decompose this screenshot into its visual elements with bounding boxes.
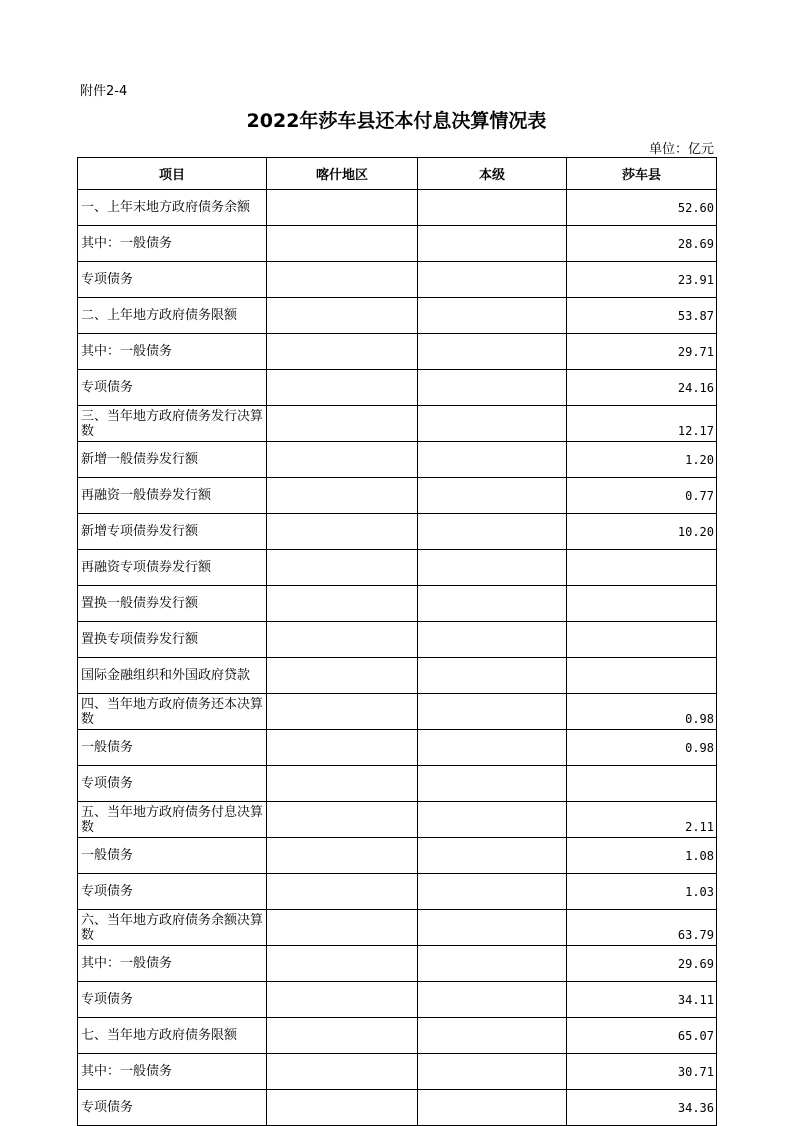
row-item-label: 专项债务 bbox=[78, 982, 267, 1018]
row-level-value bbox=[418, 334, 567, 370]
row-item-label: 一般债务 bbox=[78, 730, 267, 766]
row-level-value bbox=[418, 730, 567, 766]
row-kashgar-value bbox=[267, 658, 418, 694]
row-item-label: 置换一般债券发行额 bbox=[78, 586, 267, 622]
row-item-label: 二、上年地方政府债务限额 bbox=[78, 298, 267, 334]
row-shache-value: 34.11 bbox=[567, 982, 717, 1018]
row-level-value bbox=[418, 226, 567, 262]
row-kashgar-value bbox=[267, 982, 418, 1018]
row-kashgar-value bbox=[267, 1054, 418, 1090]
row-item-label: 专项债务 bbox=[78, 1090, 267, 1126]
row-level-value bbox=[418, 190, 567, 226]
row-shache-value: 1.20 bbox=[567, 442, 717, 478]
table-row bbox=[78, 1090, 717, 1126]
row-level-value bbox=[418, 586, 567, 622]
row-item-label: 专项债务 bbox=[78, 262, 267, 298]
table-row bbox=[78, 622, 717, 658]
table-row bbox=[78, 874, 717, 910]
row-kashgar-value bbox=[267, 946, 418, 982]
table-row bbox=[78, 1018, 717, 1054]
row-shache-value: 34.36 bbox=[567, 1090, 717, 1126]
table-row bbox=[78, 694, 717, 730]
row-shache-value: 29.71 bbox=[567, 334, 717, 370]
row-shache-value bbox=[567, 550, 717, 586]
row-kashgar-value bbox=[267, 226, 418, 262]
row-kashgar-value bbox=[267, 1018, 418, 1054]
row-shache-value: 1.03 bbox=[567, 874, 717, 910]
row-level-value bbox=[418, 802, 567, 838]
row-shache-value: 12.17 bbox=[567, 406, 717, 442]
row-kashgar-value bbox=[267, 1090, 418, 1126]
row-kashgar-value bbox=[267, 514, 418, 550]
row-item-label: 七、当年地方政府债务限额 bbox=[78, 1018, 267, 1054]
row-item-label: 一、上年末地方政府债务余额 bbox=[78, 190, 267, 226]
table-row bbox=[78, 982, 717, 1018]
table-row bbox=[78, 766, 717, 802]
row-shache-value: 1.08 bbox=[567, 838, 717, 874]
row-item-label: 专项债务 bbox=[78, 766, 267, 802]
row-item-label: 再融资专项债券发行额 bbox=[78, 550, 267, 586]
page-title: 2022年莎车县还本付息决算情况表 bbox=[246, 110, 547, 132]
row-level-value bbox=[418, 910, 567, 946]
row-shache-value: 0.98 bbox=[567, 730, 717, 766]
row-kashgar-value bbox=[267, 190, 418, 226]
row-item-label: 其中：一般债务 bbox=[78, 1054, 267, 1090]
column-header-shache: 莎车县 bbox=[567, 158, 717, 190]
table-row bbox=[78, 406, 717, 442]
row-shache-value: 24.16 bbox=[567, 370, 717, 406]
row-shache-value: 23.91 bbox=[567, 262, 717, 298]
row-shache-value: 0.98 bbox=[567, 694, 717, 730]
unit-label: 单位：亿元 bbox=[648, 142, 714, 157]
row-item-label: 三、当年地方政府债务发行决算数 bbox=[78, 406, 267, 442]
row-kashgar-value bbox=[267, 694, 418, 730]
table-row bbox=[78, 298, 717, 334]
row-level-value bbox=[418, 766, 567, 802]
row-item-label: 其中：一般债务 bbox=[78, 334, 267, 370]
table-row bbox=[78, 334, 717, 370]
row-item-label: 新增一般债券发行额 bbox=[78, 442, 267, 478]
row-kashgar-value bbox=[267, 442, 418, 478]
row-level-value bbox=[418, 694, 567, 730]
row-item-label: 专项债务 bbox=[78, 370, 267, 406]
column-header-item: 项目 bbox=[78, 158, 267, 190]
table-row bbox=[78, 586, 717, 622]
row-shache-value: 52.60 bbox=[567, 190, 717, 226]
row-level-value bbox=[418, 262, 567, 298]
row-shache-value: 65.07 bbox=[567, 1018, 717, 1054]
row-level-value bbox=[418, 982, 567, 1018]
row-item-label: 置换专项债券发行额 bbox=[78, 622, 267, 658]
table-row bbox=[78, 658, 717, 694]
budget-table bbox=[77, 157, 717, 1126]
row-shache-value bbox=[567, 658, 717, 694]
row-level-value bbox=[418, 406, 567, 442]
row-level-value bbox=[418, 370, 567, 406]
row-kashgar-value bbox=[267, 802, 418, 838]
row-shache-value: 30.71 bbox=[567, 1054, 717, 1090]
row-shache-value: 29.69 bbox=[567, 946, 717, 982]
row-kashgar-value bbox=[267, 334, 418, 370]
row-shache-value: 28.69 bbox=[567, 226, 717, 262]
row-shache-value bbox=[567, 586, 717, 622]
table-row bbox=[78, 478, 717, 514]
row-kashgar-value bbox=[267, 370, 418, 406]
row-level-value bbox=[418, 478, 567, 514]
table-row bbox=[78, 910, 717, 946]
table-row bbox=[78, 838, 717, 874]
row-kashgar-value bbox=[267, 622, 418, 658]
row-level-value bbox=[418, 1018, 567, 1054]
row-item-label: 六、当年地方政府债务余额决算数 bbox=[78, 910, 267, 946]
row-kashgar-value bbox=[267, 298, 418, 334]
row-level-value bbox=[418, 514, 567, 550]
row-item-label: 新增专项债券发行额 bbox=[78, 514, 267, 550]
row-shache-value bbox=[567, 766, 717, 802]
row-kashgar-value bbox=[267, 838, 418, 874]
table-row bbox=[78, 946, 717, 982]
row-item-label: 四、当年地方政府债务还本决算数 bbox=[78, 694, 267, 730]
table-header-row bbox=[78, 158, 717, 190]
table-row bbox=[78, 550, 717, 586]
row-item-label: 专项债务 bbox=[78, 874, 267, 910]
row-level-value bbox=[418, 622, 567, 658]
table-row bbox=[78, 226, 717, 262]
row-kashgar-value bbox=[267, 550, 418, 586]
row-shache-value: 10.20 bbox=[567, 514, 717, 550]
row-kashgar-value bbox=[267, 910, 418, 946]
row-level-value bbox=[418, 874, 567, 910]
row-kashgar-value bbox=[267, 406, 418, 442]
column-header-level: 本级 bbox=[418, 158, 567, 190]
row-level-value bbox=[418, 298, 567, 334]
row-level-value bbox=[418, 838, 567, 874]
row-item-label: 国际金融组织和外国政府贷款 bbox=[78, 658, 267, 694]
row-item-label: 再融资一般债券发行额 bbox=[78, 478, 267, 514]
row-level-value bbox=[418, 442, 567, 478]
row-shache-value bbox=[567, 622, 717, 658]
row-level-value bbox=[418, 550, 567, 586]
row-kashgar-value bbox=[267, 478, 418, 514]
table-row bbox=[78, 730, 717, 766]
row-kashgar-value bbox=[267, 262, 418, 298]
row-level-value bbox=[418, 1054, 567, 1090]
table-row bbox=[78, 514, 717, 550]
table-row bbox=[78, 442, 717, 478]
row-level-value bbox=[418, 658, 567, 694]
row-kashgar-value bbox=[267, 874, 418, 910]
row-shache-value: 2.11 bbox=[567, 802, 717, 838]
table-row bbox=[78, 370, 717, 406]
row-level-value bbox=[418, 1090, 567, 1126]
row-kashgar-value bbox=[267, 730, 418, 766]
column-header-kashgar: 喀什地区 bbox=[267, 158, 418, 190]
row-shache-value: 63.79 bbox=[567, 910, 717, 946]
row-item-label: 其中：一般债务 bbox=[78, 946, 267, 982]
table-row bbox=[78, 1054, 717, 1090]
table-row bbox=[78, 190, 717, 226]
row-shache-value: 53.87 bbox=[567, 298, 717, 334]
attachment-label: 附件2-4 bbox=[80, 84, 128, 99]
row-level-value bbox=[418, 946, 567, 982]
row-item-label: 五、当年地方政府债务付息决算数 bbox=[78, 802, 267, 838]
row-shache-value: 0.77 bbox=[567, 478, 717, 514]
row-kashgar-value bbox=[267, 766, 418, 802]
table-row bbox=[78, 802, 717, 838]
row-item-label: 其中：一般债务 bbox=[78, 226, 267, 262]
table-row bbox=[78, 262, 717, 298]
row-kashgar-value bbox=[267, 586, 418, 622]
row-item-label: 一般债务 bbox=[78, 838, 267, 874]
